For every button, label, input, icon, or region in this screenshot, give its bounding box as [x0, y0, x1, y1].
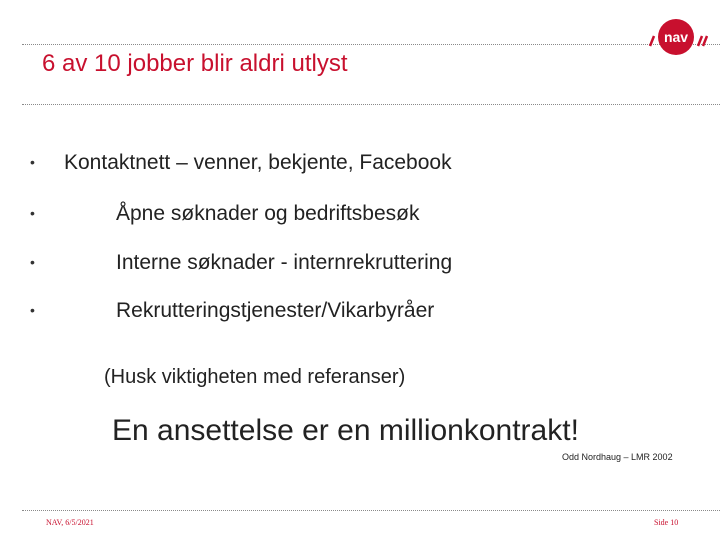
- bullet-marker: •: [30, 302, 35, 318]
- quote-source: Odd Nordhaug – LMR 2002: [562, 452, 673, 462]
- slide-title: 6 av 10 jobber blir aldri utlyst: [42, 50, 348, 77]
- bullet-text: Rekrutteringstjenester/Vikarbyråer: [116, 299, 435, 322]
- bullet-marker: •: [30, 254, 35, 270]
- highlight-quote: En ansettelse er en millionkontrakt!: [112, 414, 579, 447]
- nav-logo-text: nav: [663, 29, 689, 45]
- bullet-text: Åpne søknader og bedriftsbesøk: [116, 202, 420, 225]
- bullet-marker: •: [30, 205, 35, 221]
- footer-page-number: Side 10: [654, 518, 679, 527]
- bullet-marker: •: [30, 154, 35, 170]
- reference-note: (Husk viktigheten med referanser): [104, 366, 406, 388]
- bullet-text: Kontaktnett – venner, bekjente, Facebook: [64, 151, 452, 174]
- title-divider: [22, 104, 720, 105]
- footer-divider: [22, 510, 720, 511]
- footer-date: NAV, 6/5/2021: [46, 518, 94, 527]
- nav-logo: [648, 16, 708, 58]
- bullet-text: Interne søknader - internrekruttering: [116, 251, 453, 274]
- top-divider: [22, 44, 720, 45]
